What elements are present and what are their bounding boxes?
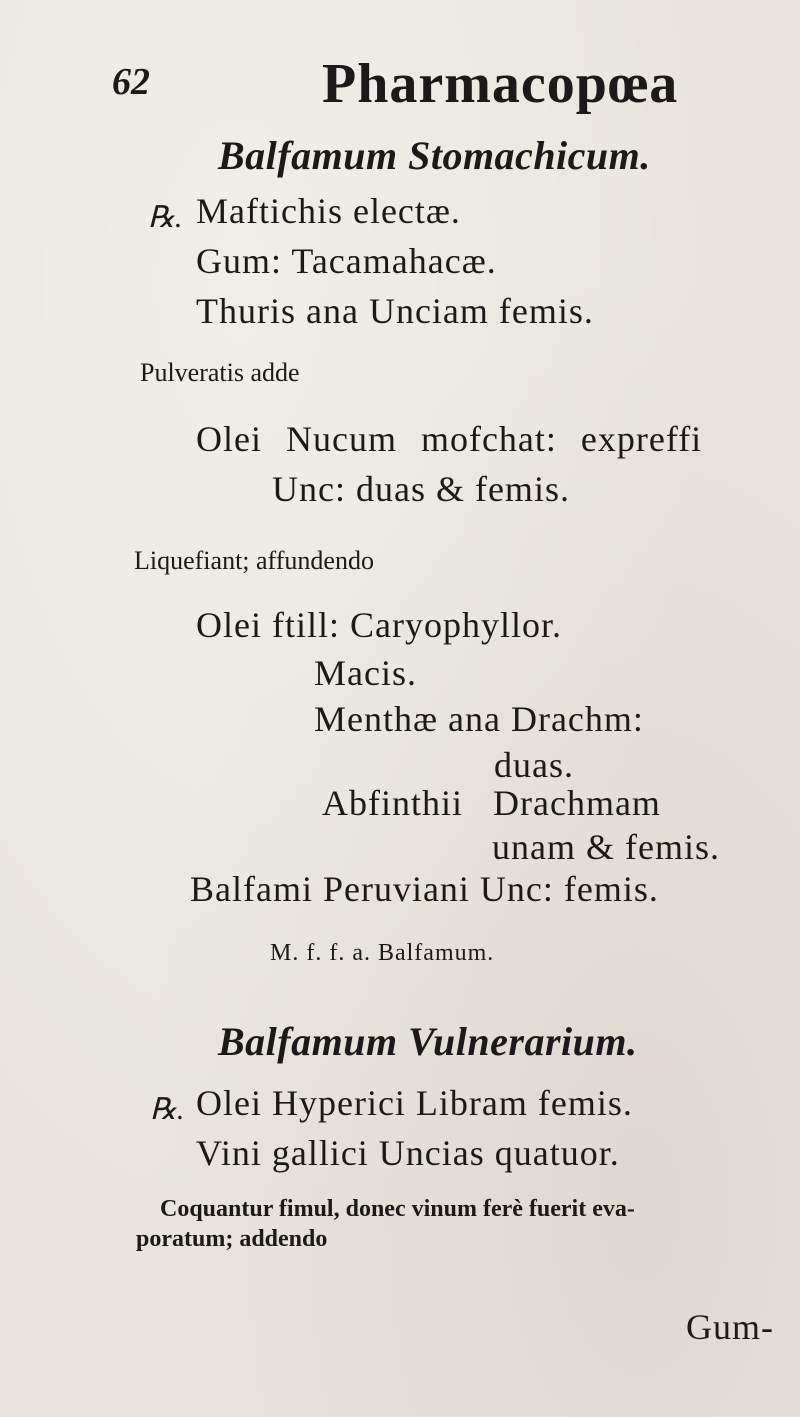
- ingredient-line: Gum: Tacamahacæ.: [196, 241, 497, 281]
- ingredient-line: Thuris ana Unciam femis.: [196, 291, 594, 331]
- ingredient-line: Macis.: [314, 653, 417, 693]
- ingredient-line: unam & femis.: [492, 827, 720, 867]
- ingredient-line: Maftichis electæ.: [196, 191, 461, 231]
- ingredient-line: Olei Hyperici Libram femis.: [196, 1083, 633, 1123]
- note-line: Coquantur fimul, donec vinum ferè fuerit eva-: [160, 1196, 635, 1222]
- recipe-symbol: ℞.: [148, 201, 183, 234]
- instruction-line: Pulveratis adde: [140, 358, 300, 387]
- ingredient-line: Olei Nucum mofchat: expreffi: [196, 419, 703, 459]
- ingredient-line: duas.: [494, 745, 574, 785]
- catchword: Gum-: [686, 1307, 774, 1347]
- recipe-symbol: ℞.: [150, 1093, 185, 1126]
- running-title: Pharmacopœa: [322, 53, 679, 115]
- section-title-vulnerarium: Balfamum Vulnerarium.: [218, 1019, 638, 1064]
- closing-line: M. f. f. a. Balfamum.: [270, 940, 495, 966]
- ingredient-line: Menthæ ana Drachm:: [314, 699, 644, 739]
- ingredient-line: Vini gallici Uncias quatuor.: [196, 1133, 620, 1173]
- note-line: poratum; addendo: [136, 1226, 328, 1252]
- ingredient-line: Abfinthii Drachmam: [322, 783, 661, 823]
- ingredient-line: Unc: duas & femis.: [272, 469, 570, 509]
- instruction-line: Liquefiant; affundendo: [134, 546, 374, 575]
- section-title-stomachicum: Balfamum Stomachicum.: [218, 133, 651, 178]
- ingredient-line: Balfami Peruviani Unc: femis.: [190, 869, 659, 909]
- page-number: 62: [112, 61, 150, 103]
- ingredient-line: Olei ftill: Caryophyllor.: [196, 605, 562, 645]
